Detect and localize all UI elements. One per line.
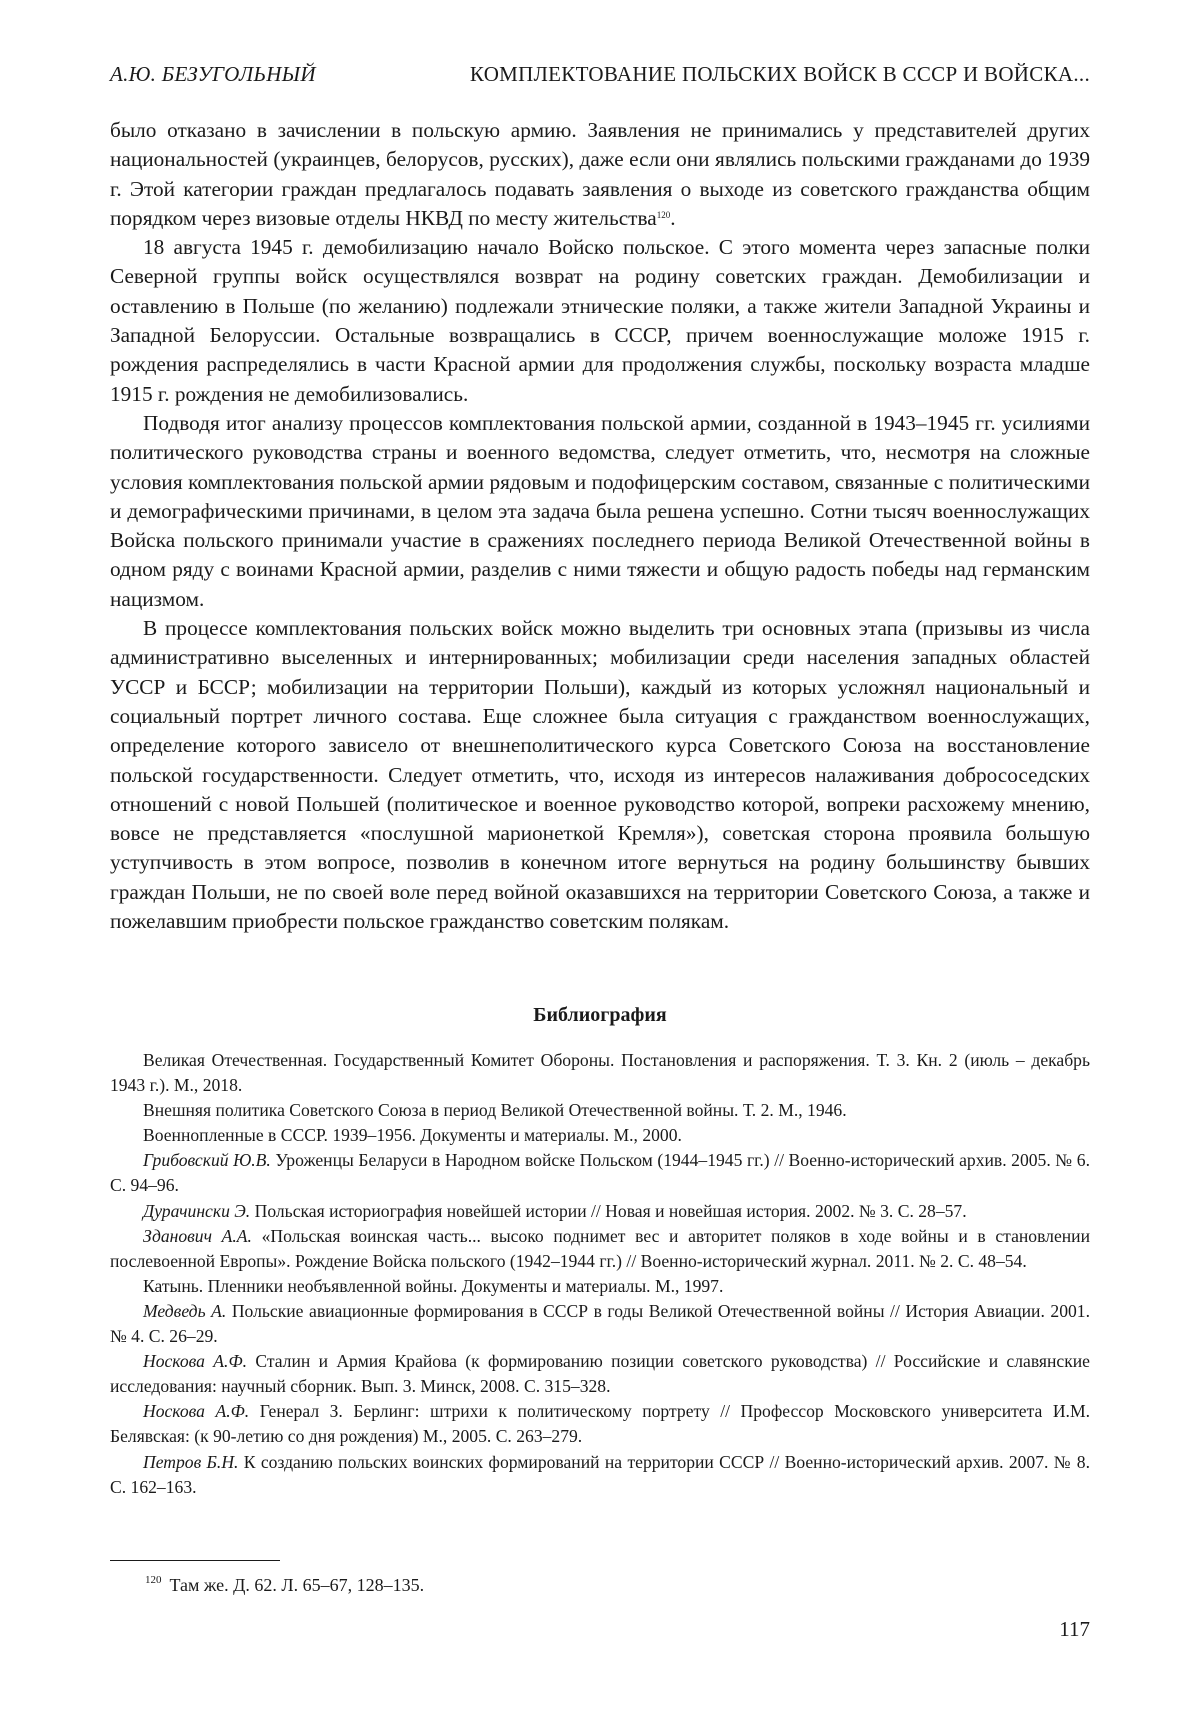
bibliography-entry [110,1148,1090,1198]
footnote-number: 120 [145,1574,162,1586]
paragraph-1-text: было отказано в зачислении в польскую армию. Заявления не принимались у представителей других национальностей (украинцев, белорусов, русских), даже если они являлись польскими гражданами до 1939 г. Этой категории граждан предлагалось подавать заявления о выходе из советского гражданства общим порядком через визовые отделы НКВД по месту жительства [110,118,1090,230]
bibliography-entry [110,1399,1090,1449]
entry-text: Сталин и Армия Крайова (к формированию позиции советского руководства) // Российские и славянские исследования: научный сборник. Вып. 3. Минск, 2008. С. 315–328. [110,1351,1090,1396]
entry-text: Катынь. Пленники необъявленной войны. Документы и материалы. М., 1997. [143,1276,723,1296]
entry-author: Медведь А. [143,1301,226,1321]
entry-text: Военнопленные в СССР. 1939–1956. Документы и материалы. М., 2000. [143,1125,682,1145]
entry-text: Генерал З. Берлинг: штрихи к политическому портрету // Профессор Московского университета И.М. Белявская: (к 90-летию со дня рождения) М., 2005. С. 263–279. [110,1401,1090,1446]
entry-author: Петров Б.Н. [143,1452,238,1472]
bibliography-entry [110,1299,1090,1349]
entry-text: Уроженцы Беларуси в Народном войске Польском (1944–1945 гг.) // Военно-исторический архив. 2005. № 6. С. 94–96. [110,1150,1090,1195]
entry-author: Носкова А.Ф. [143,1401,249,1421]
header-author: А.Ю. БЕЗУГОЛЬНЫЙ [110,62,316,87]
running-head [110,62,1090,87]
bibliography-entry [110,1349,1090,1399]
bibliography-entry [110,1048,1090,1098]
bibliography-entry [110,1098,1090,1123]
entry-text: Великая Отечественная. Государственный Комитет Обороны. Постановления и распоряжения. Т. 3. Кн. 2 (июль – декабрь 1943 г.). М., 2018. [110,1050,1090,1095]
paragraph-3: Подводя итог анализу процессов комплектования польской армии, созданной в 1943–1945 гг. усилиями политического руководства страны и военного ведомства, следует отметить, что, несмотря на сложные условия комплектования польской армии рядовым и подофицерским составом, связанные с политическими и демографическими причинами, в целом эта задача была решена успешно. Сотни тысяч военнослужащих Войска польского принимали участие в сражениях последнего периода Великой Отечественной войны в одном ряду с воинами Красной армии, разделив с ними тяжести и общую радость победы над германским нацизмом. [110,409,1090,614]
entry-author: Дурачински Э. [143,1201,250,1221]
entry-text: Внешняя политика Советского Союза в период Великой Отечественной войны. Т. 2. М., 1946. [143,1100,847,1120]
body-text [110,116,1090,936]
footnote [145,1575,424,1596]
footnote-ref[interactable]: 120 [657,210,671,220]
bibliography-list [110,1048,1090,1500]
bibliography-entry [110,1123,1090,1148]
paragraph-4: В процессе комплектования польских войск можно выделить три основных этапа (призывы из числа административно выселенных и интернированных; мобилизации среди населения западных областей УССР и БССР; мобилизации на территории Польши), каждый из которых усложнял национальный и социальный портрет личного состава. Еще сложнее была ситуация с гражданством военнослужащих, определение которого зависело от внешнеполитического курса Советского Союза на восстановление польской государственности. Следует отметить, что, исходя из интересов налаживания добрососедских отношений с новой Польшей (политическое и военное руководство которой, вопреки расхожему мнению, вовсе не представляется «послушной марионеткой Кремля»), советская сторона проявила большую уступчивость в этом вопросе, позволив в конечном итоге вернуться на родину большинству бывших граждан Польши, не по своей воле перед войной оказавшихся на территории Советского Союза, а также и пожелавшим приобрести польское гражданство советским полякам. [110,614,1090,936]
bibliography-entry [110,1224,1090,1274]
bibliography-entry [110,1199,1090,1224]
page [0,0,1200,1719]
bibliography-entry [110,1450,1090,1500]
entry-author: Грибовский Ю.В. [143,1150,271,1170]
bibliography-heading: Библиография [110,1004,1090,1027]
entry-text: Польская историография новейшей истории // Новая и новейшая история. 2002. № 3. С. 28–57. [250,1201,966,1221]
entry-text: Польские авиационные формирования в СССР в годы Великой Отечественной войны // История Авиации. 2001. № 4. С. 26–29. [110,1301,1090,1346]
page-number: 117 [1059,1617,1090,1642]
paragraph-1: было отказано в зачислении в польскую армию. Заявления не принимались у представителей других национальностей (украинцев, белорусов, русских), даже если они являлись польскими гражданами до 1939 г. Этой категории граждан предлагалось подавать заявления о выходе из советского гражданства общим порядком через визовые отделы НКВД по месту жительства120. [110,116,1090,233]
entry-text: «Польская воинская часть... высоко поднимет вес и авторитет поляков в ходе войны и в становлении послевоенной Европы». Рождение Войска польского (1942–1944 гг.) // Военно-исторический журнал. 2011. № 2. С. 48–54. [110,1226,1090,1271]
entry-author: Носкова А.Ф. [143,1351,247,1371]
entry-text: К созданию польских воинских формирований на территории СССР // Военно-исторический архив. 2007. № 8. С. 162–163. [110,1452,1090,1497]
header-title: КОМПЛЕКТОВАНИЕ ПОЛЬСКИХ ВОЙСК В СССР И ВОЙСКА... [470,62,1090,87]
bibliography-entry [110,1274,1090,1299]
footnote-text: Там же. Д. 62. Л. 65–67, 128–135. [170,1575,425,1595]
paragraph-2: 18 августа 1945 г. демобилизацию начало Войско польское. С этого момента через запасные полки Северной группы войск осуществлялся возврат на родину советских граждан. Демобилизации и оставлению в Польше (по желанию) подлежали этнические поляки, а также жители Западной Украины и Западной Белоруссии. Остальные возвращались в СССР, причем военнослужащие моложе 1915 г. рождения распределялись в части Красной армии для продолжения службы, поскольку возраста младше 1915 г. рождения не демобилизовались. [110,233,1090,409]
footnote-divider [110,1560,280,1561]
entry-author: Зданович А.А. [143,1226,252,1246]
